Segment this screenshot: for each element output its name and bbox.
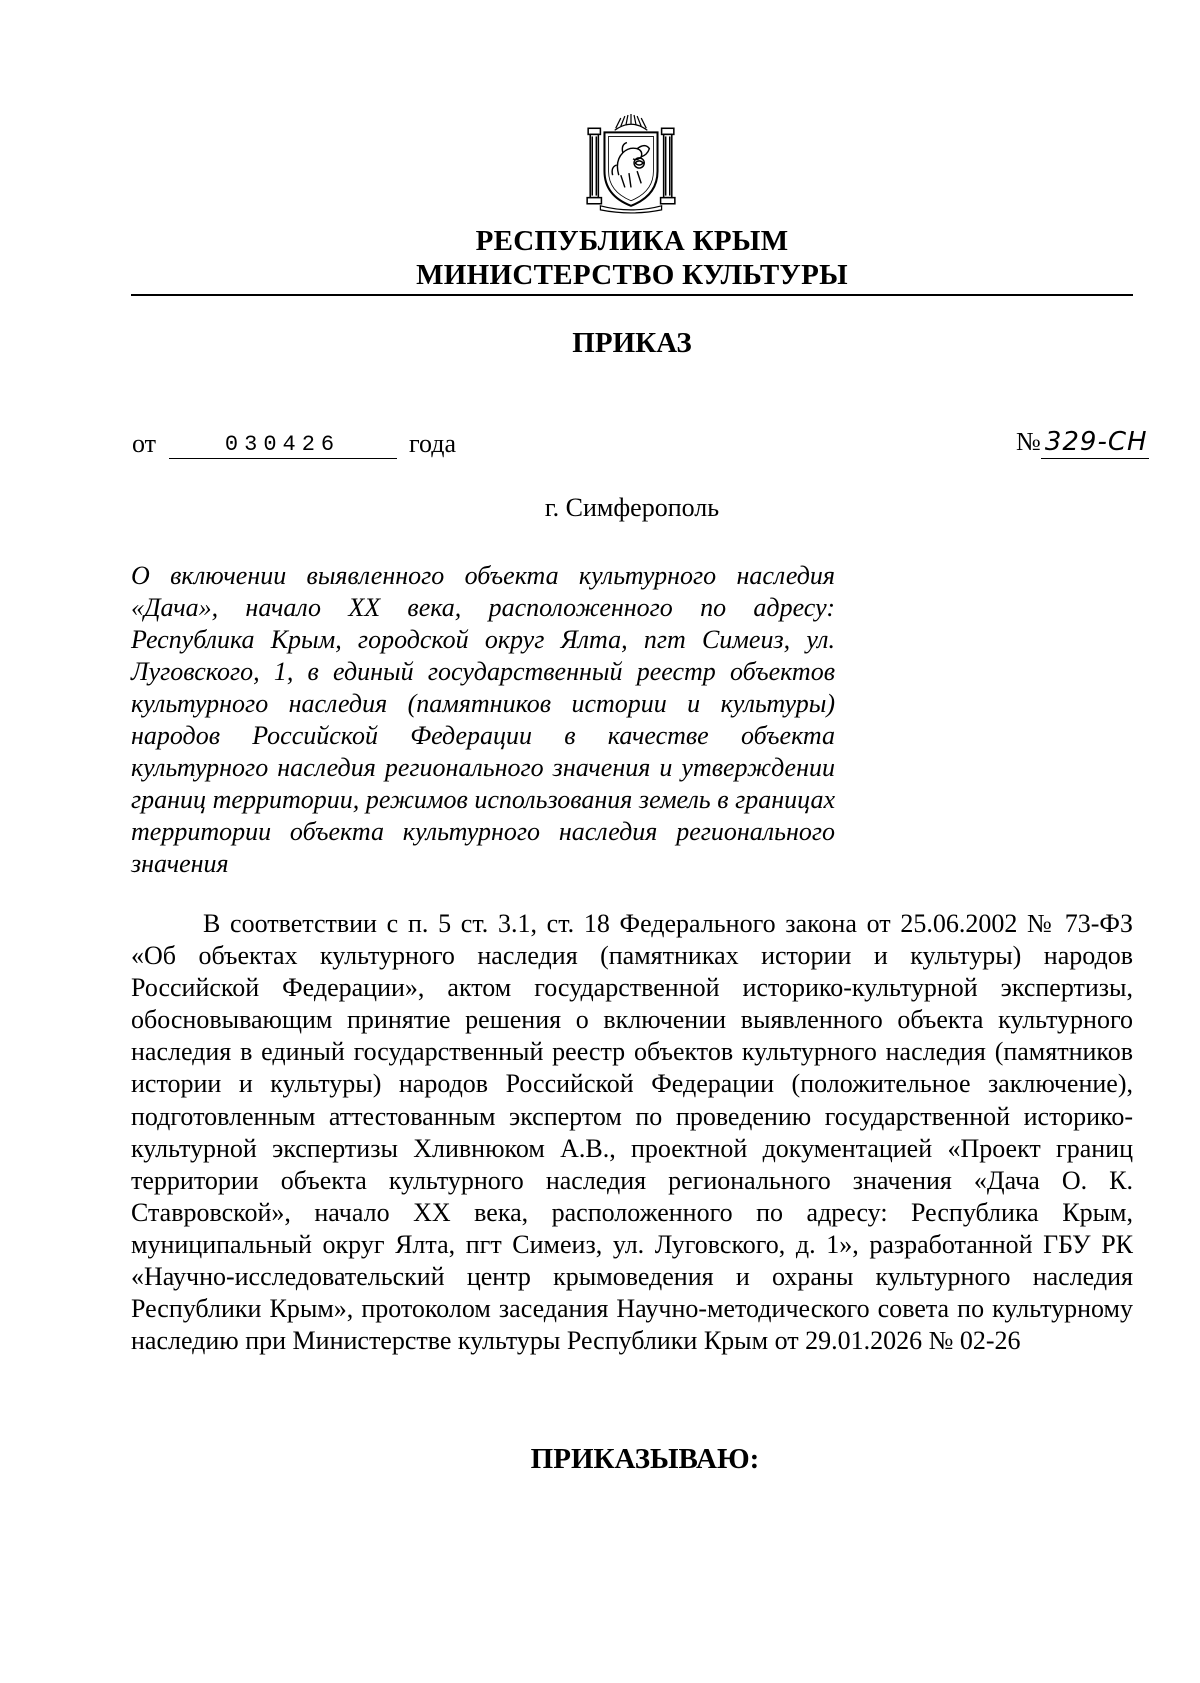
document-subject: О включении выявленного объекта культурного наследия «Дача», начало XX века, расположенного по адресу: Республика Крым, городской округ Ялта, пгт Симеиз, ул. Луговского, 1, в единый государственный реестр объектов культурного наследия (памятников истории и культуры) народов Российской Федерации в качестве объекта культурного наследия регионального значения и утверждении границ территории, режимов использования земель в границах территории объекта культурного наследия регионального значения <box>131 561 835 878</box>
date-suffix: года <box>409 429 457 458</box>
document-type-title: ПРИКАЗ <box>572 327 692 359</box>
date-value: 030426 <box>169 432 397 459</box>
document-date <box>132 428 456 460</box>
number-prefix: № <box>1016 427 1041 456</box>
number-value: 329-СН <box>1041 426 1149 459</box>
document-number <box>1016 426 1149 459</box>
organization-ministry: МИНИСТЕРСТВО КУЛЬТУРЫ <box>416 259 848 291</box>
date-prefix: от <box>132 429 157 458</box>
coat-of-arms-icon <box>580 114 682 216</box>
order-command-text: ПРИКАЗЫВАЮ: <box>530 1443 760 1475</box>
document-body: В соответствии с п. 5 ст. 3.1, ст. 18 Федерального закона от 25.06.2002 № 73-ФЗ «Об объектах культурного наследия (памятниках истории и культуры) народов Российской Федерации», актом государственной историко-культурной экспертизы, обосновывающим принятие решения о включении выявленного объекта культурного наследия в единый государственный реестр объектов культурного наследия (памятников истории и культуры) народов Российской Федерации (положительное заключение), подготовленным аттестованным экспертом по проведению государственной историко-культурной экспертизы Хливнюком А.В., проектной документацией «Проект границ территории объекта культурного наследия регионального значения «Дача О. К. Ставровской», начало XX века, расположенного по адресу: Республика Крым, муниципальный округ Ялта, пгт Симеиз, ул. Луговского, д. 1», разработанной ГБУ РК «Научно-исследовательский центр крымоведения и охраны культурного наследия Республики Крым», протоколом заседания Научно-методического совета по культурному наследию при Министерстве культуры Республики Крым от 29.01.2026 № 02-26 <box>131 909 1133 1356</box>
organization-region: РЕСПУБЛИКА КРЫМ <box>475 225 789 257</box>
header-divider <box>131 294 1133 296</box>
document-city: г. Симферополь <box>544 493 720 522</box>
order-command <box>0 1442 1200 1476</box>
